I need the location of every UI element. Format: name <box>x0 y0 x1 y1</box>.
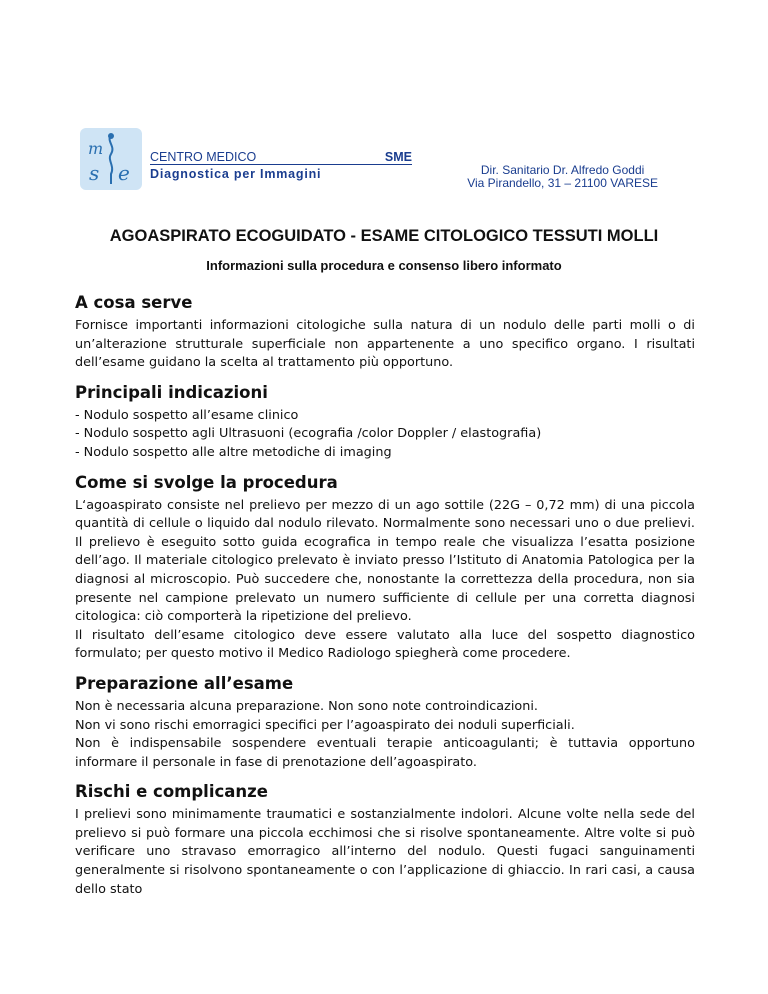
section-preparazione <box>75 674 695 772</box>
list-item: - Nodulo sospetto alle altre metodiche di imaging <box>75 444 392 460</box>
paragraph: Il risultato dell’esame citologico deve essere valutato alla luce del sospetto diagnostico formulato; per questo motivo il Medico Radiologo spiegherà come procedere. <box>75 627 695 662</box>
paragraph: Fornisce importanti informazioni citologiche sulla natura di un nodulo delle parti molli o di un’alterazione strutturale superficiale non appartenente a uno specifico organo. I risultati dell’esame guidano la scelta al trattamento più opportuno. <box>75 318 695 371</box>
paragraph: Non vi sono rischi emorragici specifici per l’agoaspirato dei noduli superficiali. <box>75 717 575 733</box>
section-heading: A cosa serve <box>75 293 193 312</box>
section-heading: Preparazione all’esame <box>75 673 294 693</box>
address: Via Pirandello, 31 – 21100 VARESE <box>467 176 658 190</box>
director-info <box>467 164 658 190</box>
section-heading: Principali indicazioni <box>75 382 268 402</box>
sme-logo <box>80 128 142 190</box>
svg-text:m: m <box>88 139 104 158</box>
svg-text:s: s <box>89 161 100 185</box>
section-procedura <box>75 473 695 664</box>
director-name: Dir. Sanitario Dr. Alfredo Goddi <box>480 163 645 177</box>
list-item: - Nodulo sospetto agli Ultrasuoni (ecografia /color Doppler / elastografia) <box>75 426 542 442</box>
list-item: - Nodulo sospetto all’esame clinico <box>75 407 299 423</box>
document-body <box>75 283 695 899</box>
brand-name <box>150 150 412 165</box>
svg-text:e: e <box>118 161 130 185</box>
document-subtitle: Informazioni sulla procedura e consenso libero informato <box>206 258 562 273</box>
paragraph: Non è indispensabile sospendere eventuali terapie anticoagulanti; è tuttavia opportuno informare il personale in fase di prenotazione dell’agoaspirato. <box>75 736 695 770</box>
letterhead <box>80 128 700 198</box>
section-rischi <box>75 782 695 899</box>
section-a-cosa-serve <box>75 293 695 373</box>
brand-line-2: Diagnostica per Immagini <box>150 167 322 181</box>
brand-sme: SME <box>384 150 412 164</box>
section-heading: Rischi e complicanze <box>75 782 268 802</box>
paragraph: I prelievi sono minimamente traumatici e sostanzialmente indolori. Alcune volte nella sede del prelievo si può formare una piccola ecchimosi che si risolve spontaneamente. Altre volte si può verificare uno stravaso emorragico all’interno del nodulo. Questi fugaci sanguinamenti generalmente si risolvono spontaneamente o con l’applicazione di ghiaccio. In rari casi, a causa dello stato <box>75 807 695 897</box>
brand-line-1: CENTRO MEDICO <box>150 150 257 164</box>
section-heading: Come si svolge la procedura <box>75 472 338 492</box>
paragraph: Non è necessaria alcuna preparazione. Non sono note controindicazioni. <box>75 698 538 714</box>
paragraph: L‘agoaspirato consiste nel prelievo per mezzo di un ago sottile (22G – 0,72 mm) di una piccola quantità di cellule o liquido dal nodulo rilevato. Normalmente sono necessari uno o due prelievi. Il prelievo è eseguito sotto guida ecografica in tempo reale che visualizza l’esatta posizione dell’ago. Il materiale citologico prelevato è inviato presso l’Istituto di Anatomia Patologica per la diagnosi al microscopio. Può succedere che, nonostante la correttezza della procedura, non sia presente nel campione prelevato un numero sufficiente di cellule per una corretta diagnosi citologica: ciò comporterà la ripetizione del prelievo. <box>75 497 695 625</box>
document-title: AGOASPIRATO ECOGUIDATO - ESAME CITOLOGICO TESSUTI MOLLI <box>109 227 659 245</box>
section-principali-indicazioni <box>75 383 695 463</box>
